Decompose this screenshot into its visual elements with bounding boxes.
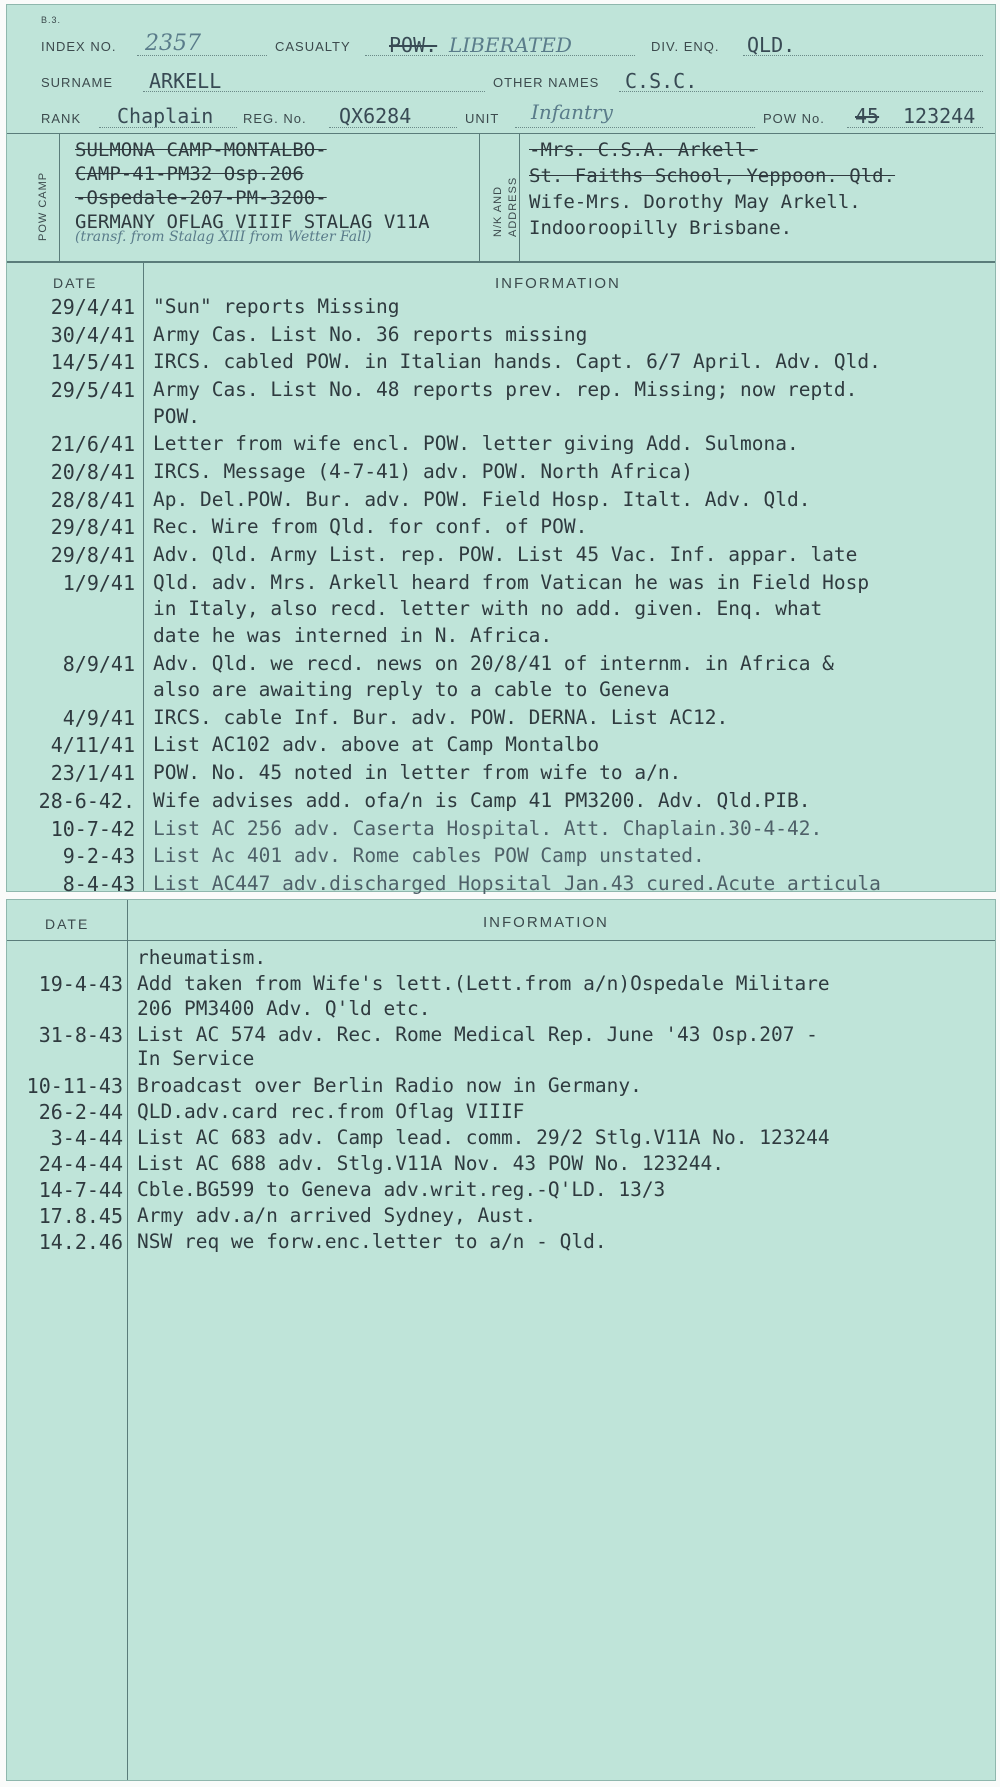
entry-text: IRCS. cabled POW. in Italian hands. Capt. 6/7 April. Adv. Qld. (153, 350, 881, 374)
pow-camp-line: -Ospedale-207-PM-3200- (75, 187, 327, 209)
entry-date: 1/9/41 (62, 570, 135, 595)
entry-date: 28/8/41 (50, 487, 135, 512)
casualty-card-front (6, 4, 996, 896)
div-enq-label: DIV. ENQ. (651, 39, 720, 54)
entry-text: IRCS. cable Inf. Bur. adv. POW. DERNA. List AC12. (153, 705, 729, 729)
surname-label: SURNAME (41, 75, 114, 90)
entry-text: Cble.BG599 to Geneva adv.writ.reg.-Q'LD. 13/3 (137, 1177, 666, 1201)
entry-text: List AC 688 adv. Stlg.V11A Nov. 43 POW No. 123244. (137, 1151, 724, 1175)
entry-text: in Italy, also recd. letter with no add. given. Enq. what (153, 597, 823, 621)
other-names-value: C.S.C. (625, 69, 698, 93)
address-divider-left (479, 133, 480, 261)
rank-label: RANK (41, 111, 82, 126)
entry-date: 30/4/41 (50, 322, 135, 347)
entry-text: Wife advises add. ofa/n is Camp 41 PM3200. Adv. Qld.PIB. (153, 788, 811, 812)
index-no-value: 2357 (145, 31, 201, 56)
pow-no-line (847, 127, 983, 128)
pow-camp-label: POW CAMP (37, 171, 49, 241)
casualty-struck-value: POW. (389, 33, 438, 57)
entry-text: also are awaiting reply to a cable to Geneva (153, 678, 670, 701)
entry-date: 10-7-42 (50, 816, 135, 841)
rank-value: Chaplain (117, 104, 214, 128)
entry-text: QLD.adv.card rec.from Oflag VIIIF (137, 1099, 525, 1123)
information-column-header: INFORMATION (483, 914, 609, 931)
entry-text: date he was interned in N. Africa. (153, 623, 553, 647)
entry-text: NSW req we forw.enc.letter to a/n - Qld. (137, 1230, 607, 1254)
date-column-header: DATE (53, 275, 98, 291)
address-line: Wife-Mrs. Dorothy May Arkell. (529, 191, 861, 213)
pow-camp-line: CAMP-41-PM32 Osp.206 (75, 163, 304, 185)
entry-text: List Ac 401 adv. Rome cables POW Camp unstated. (153, 844, 705, 868)
entry-date: 24-4-44 (38, 1151, 123, 1176)
entry-text: Qld. adv. Mrs. Arkell heard from Vatican he was in Field Hosp (153, 570, 870, 594)
index-no-line (137, 55, 267, 56)
div-enq-value: QLD. (747, 33, 796, 57)
entry-text: List AC 256 adv. Caserta Hospital. Att. Chaplain.30-4-42. (153, 816, 823, 840)
date-column-divider (127, 900, 128, 1780)
date-column-header: DATE (45, 916, 90, 932)
entry-date: 10-11-43 (26, 1073, 123, 1098)
entry-date: 29/5/41 (50, 378, 135, 403)
entry-date: 26-2-44 (38, 1099, 123, 1124)
entry-date: 21/6/41 (50, 432, 135, 457)
index-no-label: INDEX NO. (41, 39, 117, 54)
rank-line (99, 127, 237, 128)
casualty-label: CASUALTY (275, 39, 351, 54)
entry-date: 31-8-43 (38, 1022, 123, 1047)
entry-text: Letter from wife encl. POW. letter giving Add. Sulmona. (153, 432, 799, 456)
entry-date: 14-7-44 (38, 1177, 123, 1202)
unit-line (515, 127, 755, 128)
entry-text: List AC447 adv.discharged Hopsital Jan.43 cured.Acute articula (153, 871, 881, 895)
entry-date: 8/9/41 (62, 651, 135, 676)
entry-text: List AC 683 adv. Camp lead. comm. 29/2 Stlg.V11A No. 123244 (137, 1125, 830, 1149)
date-column-divider (143, 263, 144, 891)
address-line: St. Faiths School, Yeppoon. Qld. (529, 165, 896, 187)
casualty-card-back (6, 899, 996, 1781)
header-divider (7, 133, 995, 134)
entry-text: Broadcast over Berlin Radio now in Germany. (137, 1073, 642, 1097)
information-column-header: INFORMATION (495, 275, 621, 292)
unit-label: UNIT (465, 111, 500, 126)
entry-text: rheumatism. (137, 946, 267, 969)
header-divider (7, 940, 995, 941)
surname-line (143, 91, 485, 92)
other-names-line (619, 91, 983, 92)
pow-camp-line: (transf. from Stalag XIII from Wetter Fall) (75, 229, 372, 245)
pow-camp-line: SULMONA CAMP-MONTALBO- (75, 139, 327, 161)
entry-text: List AC 574 adv. Rec. Rome Medical Rep. June '43 Osp.207 - (137, 1022, 818, 1046)
surname-value: ARKELL (149, 69, 222, 93)
pow-no-value: 123244 (903, 104, 976, 128)
entry-text: IRCS. Message (4-7-41) adv. POW. North Africa) (153, 460, 694, 483)
entry-date: 3-4-44 (50, 1125, 123, 1150)
reg-no-value: QX6284 (339, 104, 412, 128)
entry-text: "Sun" reports Missing (153, 295, 400, 318)
entry-date: 4/11/41 (50, 733, 135, 758)
entry-date: 29/4/41 (50, 295, 135, 319)
entry-text: Ap. Del.POW. Bur. adv. POW. Field Hosp. Italt. Adv. Qld. (153, 487, 811, 511)
entry-date: 9-2-43 (62, 844, 135, 869)
nk-address-label: N/K AND ADDRESS (492, 176, 519, 237)
entry-date: 4/9/41 (62, 705, 135, 730)
reg-no-label: REG. No. (243, 111, 307, 126)
entry-date: 23/1/41 (50, 761, 135, 786)
entry-text: 206 PM3400 Adv. Q'ld etc. (137, 996, 431, 1020)
address-line: -Mrs. C.S.A. Arkell- (529, 139, 758, 161)
pow-no-label: POW No. (763, 111, 825, 126)
casualty-line (365, 55, 635, 56)
entry-text: Adv. Qld. Army List. rep. POW. List 45 Vac. Inf. appar. late (153, 543, 858, 567)
entry-text: POW. (153, 404, 200, 428)
entry-text: Adv. Qld. we recd. news on 20/8/41 of internm. in Africa & (153, 651, 834, 675)
entry-date: 8-4-43 (62, 871, 135, 896)
form-code: B.3. (41, 15, 62, 25)
casualty-value: LIBERATED (449, 33, 572, 57)
pow-camp-line: GERMANY OFLAG VIIIF STALAG V11A (75, 211, 430, 233)
entry-date: 14.2.46 (38, 1230, 123, 1255)
entry-text: List AC102 adv. above at Camp Montalbo (153, 733, 600, 757)
entry-date: 17.8.45 (38, 1204, 123, 1228)
entry-date: 29/8/41 (50, 515, 135, 540)
entry-text: Rec. Wire from Qld. for conf. of POW. (153, 515, 588, 539)
address-line: Indooroopilly Brisbane. (529, 217, 793, 239)
pow-camp-divider (59, 133, 60, 261)
div-enq-line (743, 55, 983, 56)
reg-no-line (329, 127, 457, 128)
pow-no-struck-value: 45 (855, 104, 880, 128)
body-divider (7, 261, 995, 263)
entry-date: 19-4-43 (38, 972, 123, 997)
entry-text: Army adv.a/n arrived Sydney, Aust. (137, 1204, 537, 1227)
entry-date: 28-6-42. (38, 788, 135, 813)
entry-text: In Service (137, 1047, 255, 1071)
entry-text: POW. No. 45 noted in letter from wife to a/n. (153, 761, 682, 785)
unit-value: Infantry (531, 100, 613, 124)
other-names-label: OTHER NAMES (493, 75, 600, 90)
entry-text: Add taken from Wife's lett.(Lett.from a/n)Ospedale Militare (137, 972, 830, 996)
entry-text: Army Cas. List No. 48 reports prev. rep. Missing; now reptd. (153, 378, 858, 402)
entry-text: Army Cas. List No. 36 reports missing (153, 322, 588, 346)
entry-date: 20/8/41 (50, 460, 135, 484)
entry-date: 14/5/41 (50, 350, 135, 375)
entry-date: 29/8/41 (50, 543, 135, 568)
